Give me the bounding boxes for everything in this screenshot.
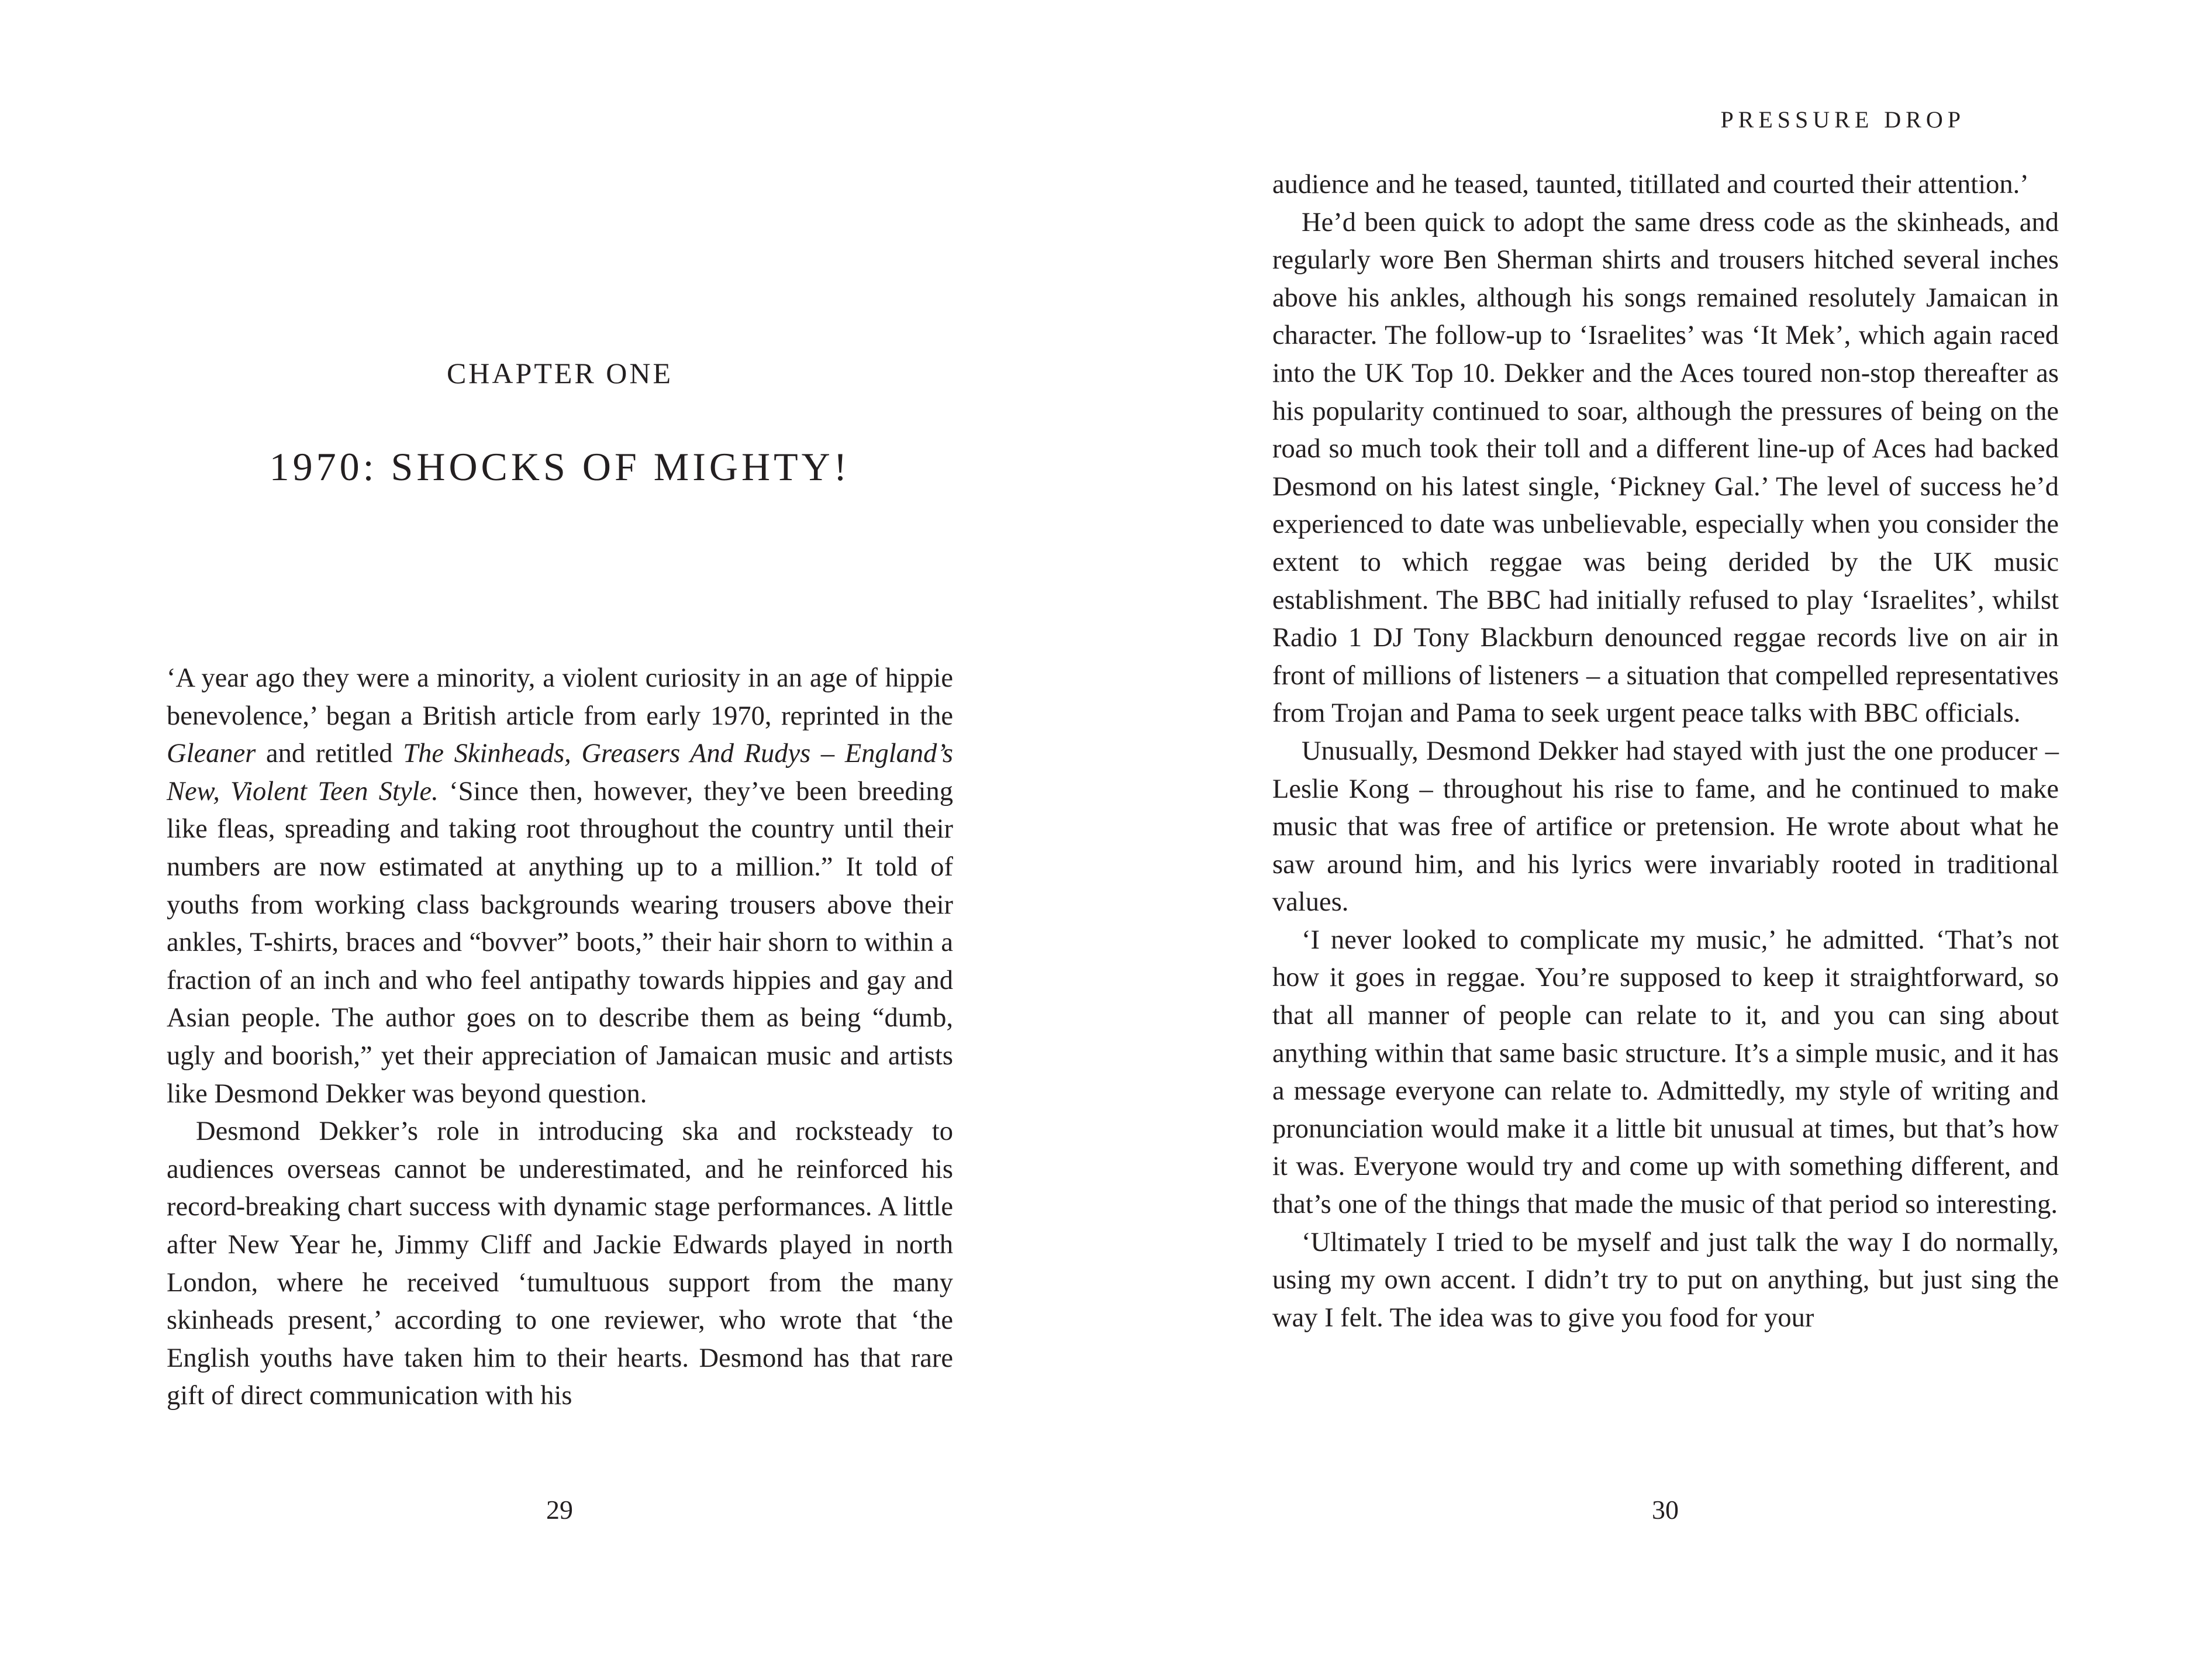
right-page: [1106, 0, 2212, 1665]
paragraph: audience and he teased, taunted, titillated and courted their attention.’: [1272, 170, 2029, 199]
paragraph: ‘I never looked to complicate my music,’ he admitted. ‘That’s not how it goes in reggae. You’re supposed to keep it straightforward, so that all manner of people can relate to it, and you can sing about anything within that same basic structure. It’s a simple music, and it has a message everyone can relate to. Admittedly, my style of writing and pronunciation would make it a little bit unusual at times, but that’s how it was. Everyone would try and come up with something different, and that’s one of the things that made the music of that period so interesting.: [1272, 925, 2059, 1220]
paragraph: ‘A year ago they were a minority, a violent curiosity in an age of hippie benevolence,’ began a British article from early 1970, reprinted in the Gleaner and retitled The Skinheads, Greasers And Rudys – England’s New, Violent Teen Style. ‘Since then, however, they’ve been breeding like fleas, spreading and taking root throughout the country until their numbers are now estimated at anything up to a million.” It told of youths from working class backgrounds wearing trousers above their ankles, T-shirts, braces and “bovver” boots,” their hair shorn to within a fraction of an inch and who feel antipathy towards hippies and gay and Asian people. The author goes on to describe them as being “dumb, ugly and boorish,” yet their appreciation of Jamaican music and artists like Desmond Dekker was beyond question.: [167, 663, 953, 1109]
left-body-text: [167, 660, 953, 1415]
page-number: 30: [1652, 1495, 1679, 1525]
italic-title: The Skinheads, Greasers And Rudys – England’s New, Violent Teen Style.: [167, 739, 953, 806]
chapter-title: 1970: SHOCKS OF MIGHTY!: [269, 444, 851, 489]
paragraph: Unusually, Desmond Dekker had stayed with just the one producer – Leslie Kong – throughout his rise to fame, and he continued to make music that was free of artifice or pretension. He wrote about what he saw around him, and his lyrics were invariably rooted in traditional values.: [1272, 736, 2059, 918]
paragraph: He’d been quick to adopt the same dress code as the skinheads, and regularly wore Ben Sherman shirts and trousers hitched several inches above his ankles, although his songs remained resolutely Jamaican in character. The follow-up to ‘Israelites’ was ‘It Mek’, which again raced into the UK Top 10. Dekker and the Aces toured non-stop thereafter as his popularity continued to soar, although the pressures of being on the road so much took their toll and a different line-up of Aces had backed Desmond on his latest single, ‘Pickney Gal.’ The level of success he’d experienced to date was unbelievable, especially when you consider the extent to which reggae was being derided by the UK music establishment. The BBC had initially refused to play ‘Israelites’, whilst Radio 1 DJ Tony Blackburn denounced reggae records live on air in front of millions of listeners – a situation that compelled representatives from Trojan and Pama to seek urgent peace talks with BBC officials.: [1272, 207, 2059, 729]
italic-title: Gleaner: [167, 739, 256, 769]
running-head: PRESSURE DROP: [1720, 106, 1965, 133]
paragraph: ‘Ultimately I tried to be myself and just talk the way I do normally, using my own accent. I didn’t try to put on anything, but just sing the way I felt. The idea was to give you food for your: [1272, 1227, 2059, 1333]
right-body-text: [1272, 166, 2059, 1337]
paragraph: Desmond Dekker’s role in introducing ska and rocksteady to audiences overseas cannot be underestimated, and he reinforced his record-breaking chart success with dynamic stage performances. A little after New Year he, Jimmy Cliff and Jackie Edwards played in north London, where he received ‘tumultuous support from the many skinheads present,’ according to one reviewer, who wrote that ‘the English youths have taken him to their hearts. Desmond has that rare gift of direct communication with his: [167, 1116, 953, 1411]
chapter-label: CHAPTER ONE: [446, 357, 674, 389]
page-number: 29: [546, 1495, 573, 1525]
